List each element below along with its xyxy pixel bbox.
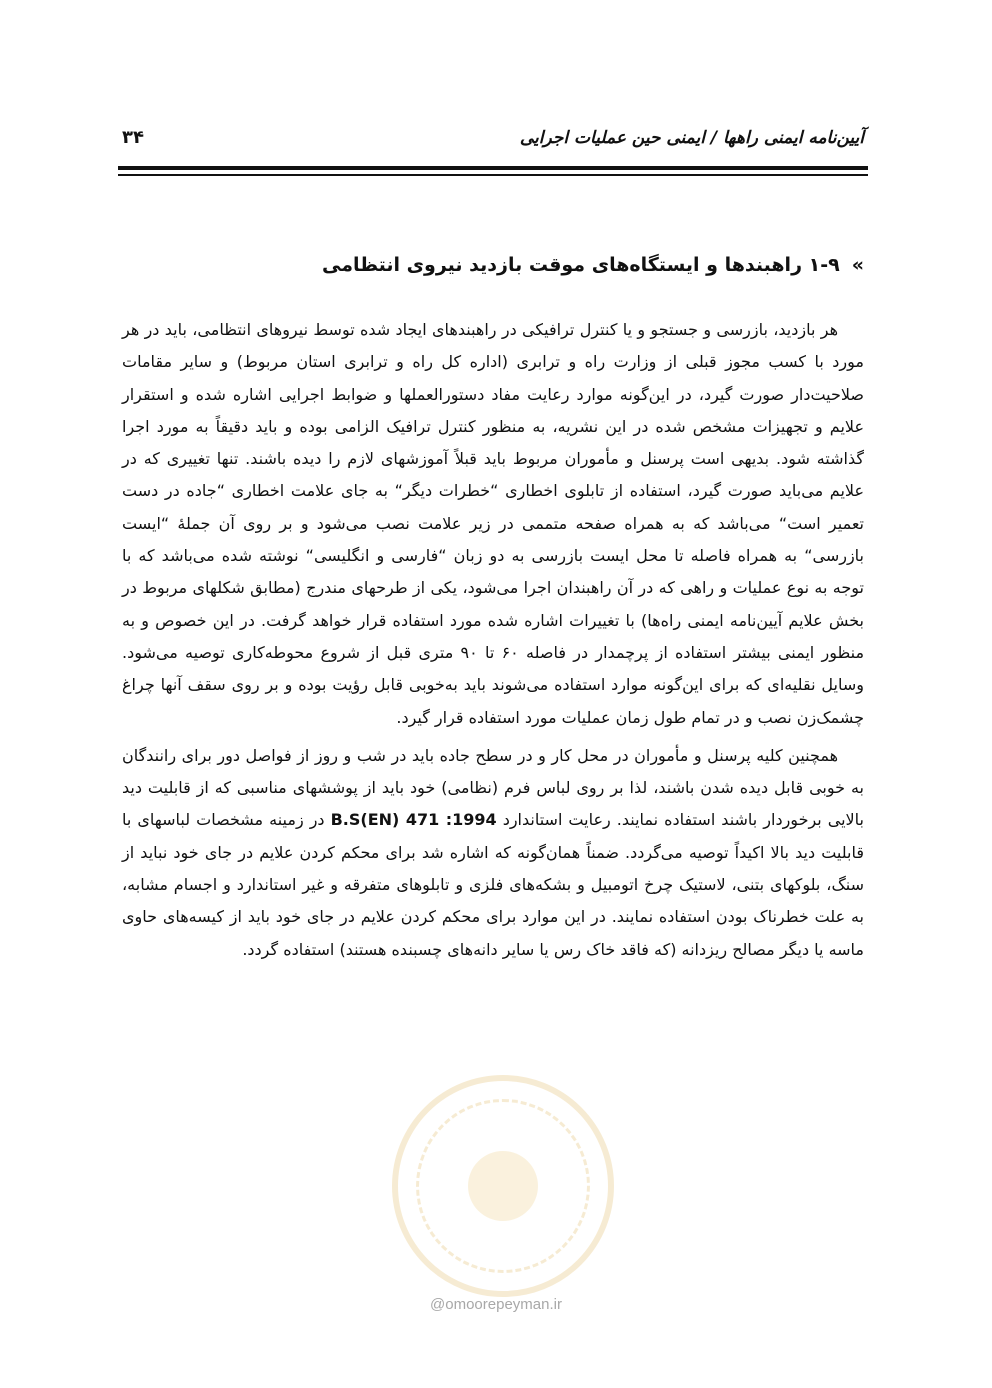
section-heading bbox=[122, 254, 864, 276]
section-title: ۱-۹ راهبندها و ایستگاه‌های موقت بازدید نیروی انتظامی bbox=[321, 254, 840, 276]
page-number: ۳۴ bbox=[122, 127, 144, 148]
body-text bbox=[122, 314, 864, 972]
paragraph-2-part-1: همچنین کلیه پرسنل و مأموران در محل کار و در سطح جاده باید در شب و روز از فواصل دور برای رانندگان به خوبی قابل دیده شدن باشند، لذا بر روی لباس فرم (نظامی) خود باید از پوششهای مناسبی که از قابلیت دید بالایی برخوردار باشند استفاده نمایند. رعایت استاندارد bbox=[122, 745, 865, 830]
paragraph-2 bbox=[122, 740, 864, 966]
running-title: آیین‌نامه ایمنی راهها / ایمنی حین عملیات اجرایی bbox=[519, 127, 864, 148]
standard-reference: B.S(EN) 471 :1994 bbox=[330, 810, 497, 830]
watermark-logo bbox=[392, 1075, 614, 1297]
header-rule-thick bbox=[118, 166, 868, 170]
watermark-text: @omoorepeyman.ir bbox=[430, 1296, 562, 1313]
paragraph-2-part-2: در زمینه مشخصات لباسهای با قابلیت دید بالا اکیداً توصیه می‌گردد. ضمناً همان‌گونه که اشاره شد برای محکم کردن علایم در جای خود نباید از سنگ، بلوکهای بتنی، لاستیک چرخ اتومبیل و بشکه‌های فلزی و تابلوهای متفرقه و غیر استاندارد و اجسام مشابه، به علت خطرناک بودن استفاده نمایند. در این موارد برای محکم کردن علایم در جای خود باید از کیسه‌های حاوی ماسه یا دیگر مصالح ریزدانه (که فاقد خاک رس یا سایر دانه‌های چسبنده هستند) استفاده گردد. bbox=[122, 810, 864, 959]
section-arrow-icon: » bbox=[851, 254, 864, 276]
header-rule-thin bbox=[118, 174, 868, 176]
paragraph-1: هر بازدید، بازرسی و جستجو و یا کنترل ترافیکی در راهبندهای ایجاد شده توسط نیروهای انتظامی، باید در هر مورد با کسب مجوز قبلی از وزارت راه و ترابری (اداره کل راه و ترابری استان مربوط) و سایر مقامات صلاحیت‌دار صورت گیرد، در این‌گونه موارد رعایت مفاد دستورالعملها و ضوابط اجرایی اشاره شده و استقرار علایم و تجهیزات مشخص شده در این نشریه، به منظور کنترل ترافیک الزامی بوده و باید دقیقاً به مورد اجرا گذاشته شود. بدیهی است پرسنل و مأموران مربوط باید قبلاً آموزشهای لازم را دیده باشند. تنها تغییری که در علایم می‌باید صورت گیرد، استفاده از تابلوی اخطاری “خطرات دیگر“ به جای علامت اخطاری “جاده در دست تعمیر است“ می‌باشد که به همراه صفحه متممی در زیر علامت نصب می‌شود و بر روی آن جملهٔ “ایست بازرسی“ به همراه فاصله تا محل ایست بازرسی به دو زبان “فارسی و انگلیسی“ نوشته شده می‌باشد که با توجه به نوع عملیات و راهی که در آن راهبندان اجرا می‌شود، یکی از طرحهای مندرج (مطابق شکلهای مربوط در بخش علایم آیین‌نامه ایمنی راه‌ها) با تغییرات اشاره شده مورد استفاده قرار خواهد گرفت. در این خصوص و به منظور ایمنی بیشتر استفاده از پرچمدار در فاصله ۶۰ تا ۹۰ متری قبل از شروع محوطه‌کاری توصیه می‌شود. وسایل نقلیه‌ای که برای این‌گونه موارد استفاده می‌شوند باید به‌خوبی قابل رؤیت بوده و بر روی سقف آنها چراغ چشمک‌زن نصب و در تمام طول زمان عملیات مورد استفاده قرار گیرد. bbox=[122, 320, 865, 727]
running-header bbox=[122, 127, 864, 148]
